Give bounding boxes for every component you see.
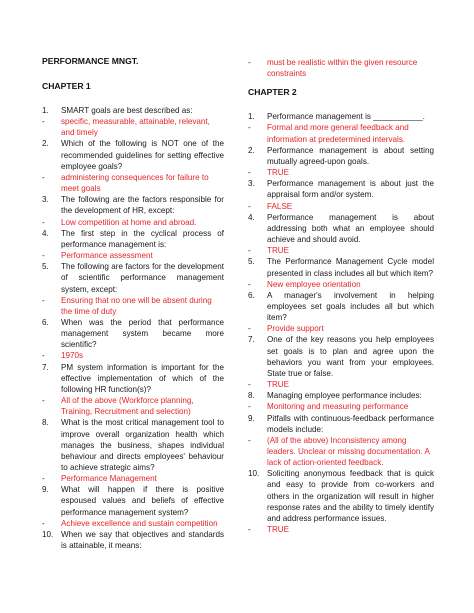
answer-item: [42, 395, 224, 417]
item-marker: -: [248, 525, 251, 535]
answer-item: [248, 524, 434, 535]
item-marker: -: [42, 351, 45, 361]
answer-text: specific, measurable, attainable, relevant, and timely: [61, 117, 210, 138]
chapter-1-list: [42, 105, 224, 551]
answer-item: [42, 350, 224, 361]
answer-item: [42, 116, 224, 138]
item-marker: 10.: [42, 529, 54, 539]
item-marker: 6.: [248, 290, 255, 300]
question-text: The following are factors for the development of scientific performance management system, except:: [61, 262, 224, 294]
question-item: [42, 484, 224, 517]
question-text: PM system information is important for the effective implementation of which of the following HR function(s)?: [61, 362, 224, 394]
item-marker: 8.: [42, 418, 49, 428]
item-marker: -: [248, 402, 251, 412]
answer-item: [42, 172, 224, 194]
question-text: A manager's involvement in helping employees set goals includes all but which item?: [267, 290, 434, 323]
chapter-1-continued-list: [248, 57, 434, 79]
question-text: Performance management is about setting mutually agreed-upon goals.: [267, 145, 434, 166]
question-text: The Performance Management Cycle model presented in class includes all but which item?: [267, 257, 434, 278]
item-marker: -: [42, 217, 45, 227]
question-item: [248, 178, 434, 200]
item-marker: -: [42, 117, 45, 127]
answer-item: [248, 167, 434, 178]
item-marker: -: [248, 279, 251, 289]
item-marker: -: [248, 123, 251, 133]
question-text: SMART goals are best described as:: [61, 106, 193, 115]
question-item: [42, 105, 224, 116]
answer-item: [248, 122, 434, 144]
answer-item: [248, 435, 434, 468]
answer-text: TRUE: [267, 525, 290, 535]
answer-text: must be realistic within the given resource constraints: [267, 58, 418, 79]
answer-item: [248, 401, 434, 412]
item-marker: -: [248, 435, 251, 445]
question-item: [42, 261, 224, 294]
answer-item: [42, 217, 224, 228]
question-item: [42, 317, 224, 350]
answer-item: [42, 518, 224, 529]
item-marker: -: [248, 246, 251, 256]
question-text: When we say that objectives and standards is attainable, it means:: [61, 529, 224, 551]
answer-item: [248, 201, 434, 212]
answer-item: [248, 323, 434, 334]
answer-item: [42, 473, 224, 484]
item-marker: 5.: [248, 257, 255, 267]
answer-text: Monitoring and measuring performance: [267, 402, 409, 412]
item-marker: -: [42, 396, 45, 406]
item-marker: 1.: [42, 106, 49, 115]
item-marker: -: [248, 58, 251, 67]
answer-text: Achieve excellence and sustain competition: [61, 518, 218, 528]
question-item: [42, 417, 224, 473]
question-text: One of the key reasons you help employees set goals is to plan and agree upon the behaviors you want from your employees. State true or false.: [267, 335, 434, 378]
item-marker: -: [248, 380, 251, 390]
question-item: [42, 194, 224, 216]
answer-text: administering consequences for failure to meet goals: [61, 172, 209, 194]
answer-text: FALSE: [267, 201, 293, 211]
question-text: What is the most critical management tool to improve overall organization health which manages the business, shapes individual behaviour and directs employees' behaviour to achieve strategic aims?: [61, 418, 224, 472]
answer-text: Low competition at home and abroad.: [61, 217, 197, 227]
item-marker: -: [42, 295, 45, 305]
item-marker: -: [42, 172, 45, 182]
right-column: [248, 57, 434, 535]
answer-item: [42, 250, 224, 261]
answer-item: [248, 245, 434, 256]
item-marker: 3.: [42, 195, 49, 205]
answer-text: (All of the above) Inconsistency among leaders. Unclear or missing documentation. A lack of action-oriented feedback.: [267, 435, 430, 468]
item-marker: 5.: [42, 262, 49, 272]
answer-text: Performance Management: [61, 474, 157, 484]
question-item: [248, 145, 434, 167]
item-marker: -: [248, 201, 251, 211]
answer-text: New employee orientation: [267, 279, 361, 289]
question-text: Which of the following is NOT one of the recommended guidelines for setting effective employee goals?: [61, 139, 224, 171]
question-item: [248, 111, 434, 122]
item-marker: 3.: [248, 179, 255, 189]
chapter-1-heading: CHAPTER 1: [42, 81, 91, 91]
question-item: [42, 529, 224, 551]
answer-item: [248, 57, 434, 79]
question-text: When was the period that performance management system became more scientific?: [61, 317, 224, 350]
question-text: What will happen if there is positive espoused values and beliefs of effective performance management system?: [61, 485, 224, 517]
item-marker: 7.: [248, 335, 255, 345]
answer-text: 1970s: [61, 351, 84, 361]
item-marker: 9.: [248, 413, 255, 423]
answer-text: All of the above (Workforce planning, Training, Recruitment and selection): [61, 396, 194, 417]
item-marker: 2.: [42, 139, 49, 149]
question-text: Performance management is about just the appraisal form and/or system.: [267, 179, 434, 200]
question-item: [42, 138, 224, 171]
item-marker: 1.: [248, 112, 255, 122]
question-item: [42, 228, 224, 250]
question-item: [248, 334, 434, 379]
question-text: Managing employee performance includes:: [267, 391, 422, 401]
item-marker: 4.: [42, 228, 49, 238]
item-marker: -: [42, 518, 45, 528]
question-item: [248, 212, 434, 245]
question-item: [248, 390, 434, 401]
item-marker: -: [248, 168, 251, 178]
question-text: Pitfalls with continuous-feedback performance models include:: [267, 413, 434, 434]
question-item: [42, 362, 224, 395]
answer-text: TRUE: [267, 380, 290, 390]
answer-text: Formal and more general feedback and information at predetermined intervals.: [267, 123, 409, 144]
item-marker: 2.: [248, 145, 255, 155]
question-item: [248, 290, 434, 323]
document-title: PERFORMANCE MNGT.: [42, 56, 139, 66]
question-text: Performance management is about addressing both what an employee should achieve and should avoid.: [267, 212, 434, 245]
item-marker: 6.: [42, 317, 49, 327]
item-marker: -: [248, 324, 251, 334]
answer-text: TRUE: [267, 246, 290, 256]
answer-text: Performance assessment: [61, 251, 153, 261]
question-item: [248, 413, 434, 435]
item-marker: 4.: [248, 212, 255, 222]
answer-item: [42, 295, 224, 317]
question-text: The first step in the cyclical process of performance management is:: [61, 228, 224, 249]
item-marker: 10.: [248, 469, 260, 479]
question-text: The following are the factors responsible for the development of HR, except:: [61, 195, 224, 216]
item-marker: 7.: [42, 362, 49, 372]
chapter-2-heading: CHAPTER 2: [248, 87, 297, 98]
left-column: [42, 56, 224, 551]
question-text: Performance management is ___________.: [267, 112, 425, 122]
question-item: [248, 256, 434, 278]
question-text: Soliciting anonymous feedback that is quick and easy to provide from co-workers and others in the organization will result in higher response rates and the ability to timely identify and address performance issues.: [267, 469, 434, 523]
answer-item: [248, 279, 434, 290]
item-marker: -: [42, 251, 45, 261]
answer-text: TRUE: [267, 168, 290, 178]
question-item: [248, 468, 434, 524]
answer-text: Ensuring that no one will be absent during the time of duty: [61, 295, 212, 316]
answer-text: Provide support: [267, 324, 324, 334]
answer-item: [248, 379, 434, 390]
chapter-2-list: [248, 111, 434, 535]
item-marker: 9.: [42, 485, 49, 495]
item-marker: -: [42, 474, 45, 484]
item-marker: 8.: [248, 391, 255, 401]
